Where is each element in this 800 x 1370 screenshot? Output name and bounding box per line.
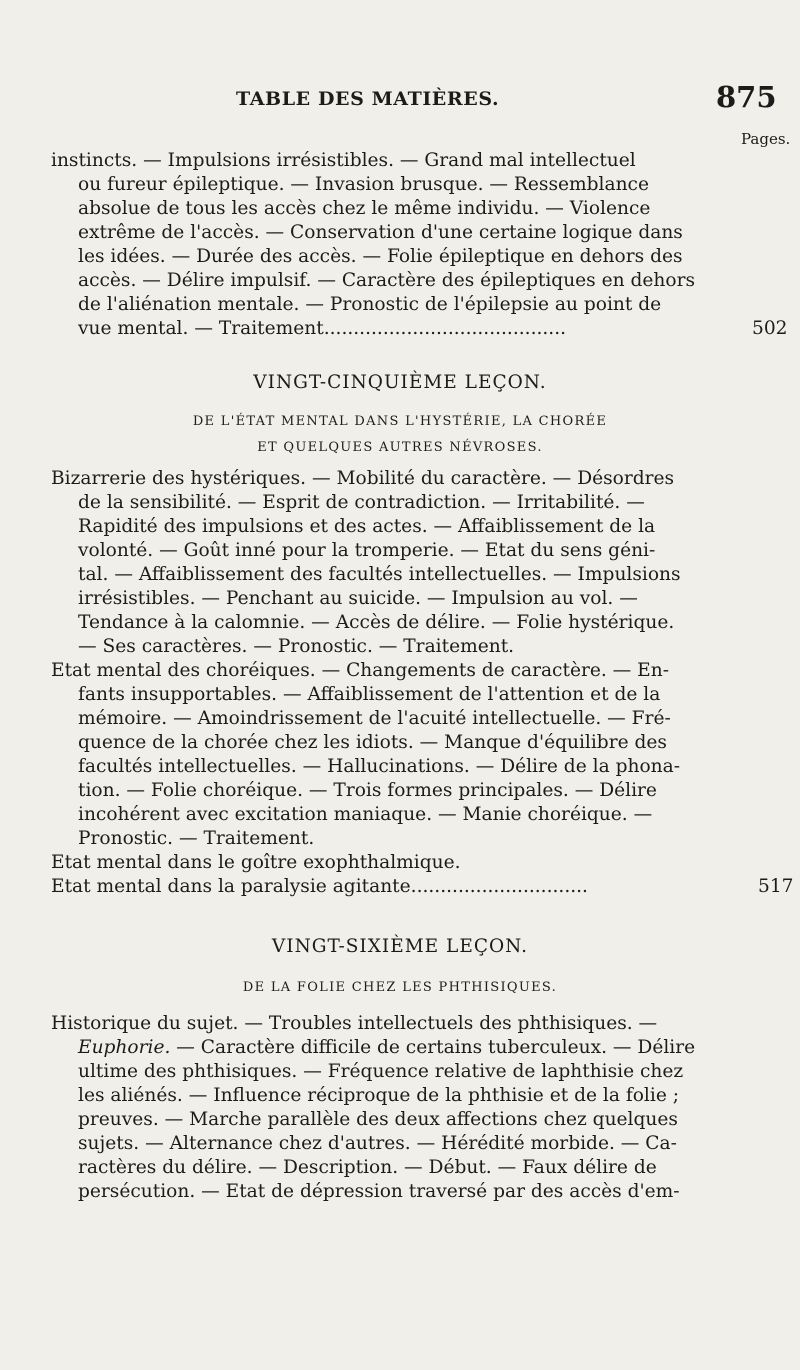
running-head [0, 80, 800, 116]
lecon-26-subtitle: DE LA FOLIE CHEZ LES PHTHISIQUES. [242, 980, 558, 995]
pages-column-label: Pages. [741, 130, 791, 148]
text-line: Tendance à la calomnie. — Accès de délire. — Folie hystérique. [78, 612, 675, 633]
text-line: de l'aliénation mentale. — Pronostic de l'épilepsie au point de [78, 294, 662, 315]
lecon-26-title: VINGT-SIXIÈME LEÇON. [271, 936, 529, 957]
lecon-25-title: VINGT-CINQUIÈME LEÇON. [253, 372, 547, 393]
text-line: ou fureur épileptique. — Invasion brusque. — Ressemblance [78, 174, 649, 195]
lecon-25-subtitle-2: ET QUELQUES AUTRES NÉVROSES. [257, 440, 543, 455]
text-line: facultés intellectuelles. — Hallucinations. — Délire de la phona- [78, 756, 680, 777]
text-line: accès. — Délire impulsif. — Caractère des épileptiques en dehors [78, 270, 696, 291]
text-line: quence de la chorée chez les idiots. — Manque d'équilibre des [78, 732, 667, 753]
text-line: Historique du sujet. — Troubles intellectuels des phthisiques. — [51, 1013, 658, 1034]
text-line: sujets. — Alternance chez d'autres. — Hérédité morbide. — Ca- [78, 1133, 677, 1154]
text-line: persécution. — Etat de dépression traversé par des accès d'em- [78, 1181, 680, 1202]
text-line: Euphorie. — Caractère difficile de certains tuberculeux. — Délire [78, 1037, 696, 1058]
text-line: ultime des phthisiques. — Fréquence relative de laphthisie chez [78, 1061, 684, 1082]
text-line: Rapidité des impulsions et des actes. — Affaiblissement de la [78, 516, 656, 537]
entry-page-number: 517 [758, 876, 794, 897]
italic-term: Euphorie. [78, 1037, 171, 1058]
text-line: volonté. — Goût inné pour la tromperie. — Etat du sens géni- [78, 540, 656, 561]
text-line: tal. — Affaiblissement des facultés intellectuelles. — Impulsions [78, 564, 681, 585]
text-line: irrésistibles. — Penchant au suicide. — Impulsion au vol. — [78, 588, 638, 609]
text-line: les aliénés. — Influence réciproque de la phthisie et de la folie ; [78, 1085, 679, 1106]
text-line: Etat mental dans le goître exophthalmique. [51, 852, 461, 873]
text-line: Etat mental des choréiques. — Changements de caractère. — En- [51, 660, 669, 681]
text-line: fants insupportables. — Affaiblissement de l'attention et de la [78, 684, 661, 705]
text-line: — Ses caractères. — Pronostic. — Traitement. [78, 636, 515, 657]
text-line: Bizarrerie des hystériques. — Mobilité du caractère. — Désordres [51, 468, 675, 489]
lecon-25-subtitle-1: DE L'ÉTAT MENTAL DANS L'HYSTÉRIE, LA CHORÉE [192, 414, 608, 429]
text-line: Pronostic. — Traitement. [78, 828, 315, 849]
running-head-title: TABLE DES MATIÈRES. [236, 88, 500, 110]
page-number: 875 [716, 80, 777, 114]
text-line: vue mental. — Traitement......................................... [78, 318, 567, 339]
entry-page-number: 502 [752, 318, 788, 339]
text-line: extrême de l'accès. — Conservation d'une certaine logique dans [78, 222, 683, 243]
text-line: mémoire. — Amoindrissement de l'acuité intellectuelle. — Fré- [78, 708, 671, 729]
text-line: preuves. — Marche parallèle des deux affections chez quelques [78, 1109, 678, 1130]
text-line: absolue de tous les accès chez le même individu. — Violence [78, 198, 651, 219]
text-line: Etat mental dans la paralysie agitante.............................. [51, 876, 588, 897]
text-line: les idées. — Durée des accès. — Folie épileptique en dehors des [78, 246, 683, 267]
text-line: tion. — Folie choréique. — Trois formes principales. — Délire [78, 780, 657, 801]
text-line: incohérent avec excitation maniaque. — Manie choréique. — [78, 804, 653, 825]
text-line: de la sensibilité. — Esprit de contradiction. — Irritabilité. — [78, 492, 645, 513]
text-line: ractères du délire. — Description. — Début. — Faux délire de [78, 1157, 657, 1178]
text-line: instincts. — Impulsions irrésistibles. — Grand mal intellectuel [51, 150, 636, 171]
